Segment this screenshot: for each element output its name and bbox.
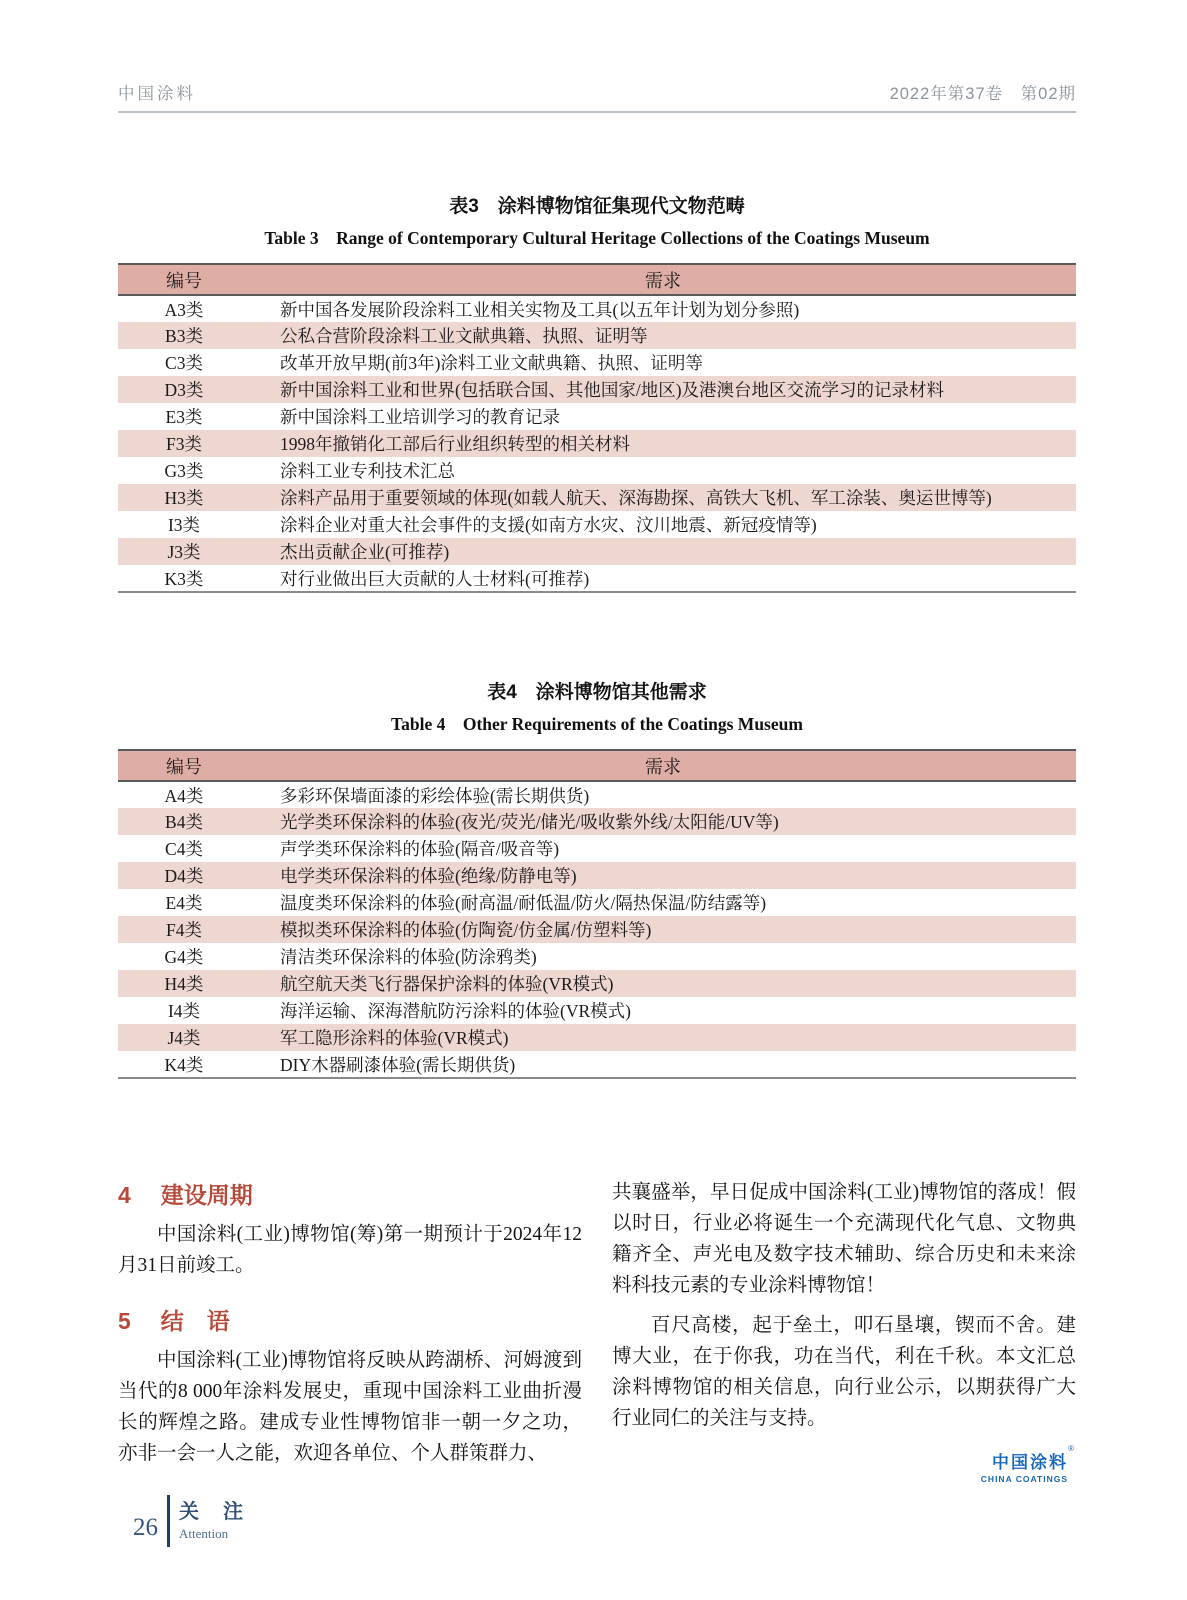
row-code: K4类 [164, 1054, 204, 1075]
row-code: J3类 [167, 542, 201, 562]
logo-zh-text: 中国涂料 ® [992, 1444, 1076, 1472]
row-code: F4类 [166, 920, 202, 940]
row-code: G4类 [164, 947, 204, 967]
table-row [118, 889, 1076, 916]
row-requirement: 涂料工业专利技术汇总 [280, 461, 455, 481]
row-requirement: 电学类环保涂料的体验(绝缘/防静电等) [280, 866, 577, 886]
table4-col-req: 需求 [645, 756, 681, 777]
row-code: J4类 [167, 1028, 201, 1048]
table-row [118, 970, 1076, 997]
row-requirement: 涂料企业对重大社会事件的支援(如南方水灾、汶川地震、新冠疫情等) [280, 515, 817, 535]
row-requirement: DIY木器刷漆体验(需长期供货) [280, 1054, 516, 1075]
row-requirement: 温度类环保涂料的体验(耐高温/耐低温/防火/隔热保温/防结露等) [280, 893, 767, 913]
table4-block [118, 677, 1076, 1079]
row-code: D4类 [164, 866, 204, 886]
table-row [118, 457, 1076, 484]
row-requirement: 航空航天类飞行器保护涂料的体验(VR模式) [280, 974, 614, 994]
china-coatings-logo [612, 1444, 1076, 1484]
row-code: F3类 [166, 434, 202, 454]
row-code: I4类 [167, 1001, 201, 1021]
section5-paragraph-right-2: 百尺高楼，起于垒土，叩石垦壤，锲而不舍。建博大业，在于你我，功在当代，利在千秋。本文汇总涂料博物馆的相关信息，向行业公示，以期获得广大行业同仁的关注与支持。 [612, 1315, 1076, 1429]
row-code: H3类 [164, 488, 204, 508]
table-row [118, 376, 1076, 403]
section4-number: 4 [118, 1182, 131, 1208]
row-code: E3类 [165, 407, 203, 427]
table-row [118, 538, 1076, 565]
table-row [118, 943, 1076, 970]
row-requirement: 改革开放早期(前3年)涂料工业文献典籍、执照、证明等 [280, 353, 703, 373]
table-row [118, 862, 1076, 889]
row-requirement: 声学类环保涂料的体验(隔音/吸音等) [280, 839, 560, 859]
row-requirement: 新中国各发展阶段涂料工业相关实物及工具(以五年计划为划分参照) [280, 299, 800, 320]
table-row [118, 484, 1076, 511]
row-code: A4类 [164, 785, 204, 806]
table-row [118, 997, 1076, 1024]
journal-page [118, 0, 1076, 1600]
row-code: B3类 [165, 326, 203, 346]
row-requirement: 对行业做出巨大贡献的人士材料(可推荐) [280, 568, 590, 589]
table-row [118, 808, 1076, 835]
section5-title: 结 语 [160, 1308, 230, 1334]
table-row [118, 1051, 1076, 1078]
table3-title-en: Table 3 Range of Contemporary Cultural Heritage Collections of the Coatings Museum [264, 228, 930, 248]
row-code: C4类 [165, 839, 203, 859]
logo-en-text: CHINA COATINGS [980, 1474, 1068, 1484]
table3-col-req: 需求 [645, 270, 681, 291]
row-code: E4类 [165, 893, 203, 913]
journal-name: 中国涂料 [118, 85, 196, 103]
section5-number: 5 [118, 1308, 131, 1334]
footer-divider-bar [167, 1495, 170, 1547]
table-row [118, 430, 1076, 457]
table3-body [118, 295, 1076, 592]
table4 [118, 749, 1076, 1079]
table-row [118, 781, 1076, 808]
table3-title-zh: 表3 涂料博物馆征集现代文物范畴 [449, 196, 745, 217]
table-row [118, 322, 1076, 349]
left-column [118, 1177, 582, 1484]
table-row [118, 349, 1076, 376]
row-requirement: 1998年撤销化工部后行业组织转型的相关材料 [280, 434, 630, 454]
table4-body [118, 781, 1076, 1078]
page-number: 26 [133, 1514, 158, 1541]
table-row [118, 403, 1076, 430]
footer-section-zh: 关 注 [179, 1501, 245, 1523]
row-requirement: 涂料产品用于重要领域的体现(如载人航天、深海勘探、高铁大飞机、军工涂装、奥运世博等) [280, 488, 992, 508]
section4-heading [118, 1177, 582, 1210]
row-code: G3类 [164, 461, 204, 481]
row-code: D3类 [164, 380, 204, 400]
body-columns [118, 1177, 1076, 1484]
row-requirement: 杰出贡献企业(可推荐) [280, 542, 450, 562]
running-head [118, 80, 1076, 113]
row-requirement: 海洋运输、深海潜航防污涂料的体验(VR模式) [280, 1001, 631, 1021]
row-requirement: 新中国涂料工业和世界(包括联合国、其他国家/地区)及港澳台地区交流学习的记录材料 [280, 380, 945, 400]
table4-col-code: 编号 [166, 756, 202, 777]
section5-paragraph-left: 中国涂料(工业)博物馆将反映从跨湖桥、河姆渡到当代的8 000年涂料发展史，重现中国涂料工业曲折漫长的辉煌之路。建成专业性博物馆非一朝一夕之功，亦非一会一人之能，欢迎各单位、个人群策群力、 [118, 1350, 582, 1464]
table3-block [118, 191, 1076, 593]
row-requirement: 军工隐形涂料的体验(VR模式) [280, 1028, 509, 1048]
row-requirement: 光学类环保涂料的体验(夜光/荧光/储光/吸收紫外线/太阳能/UV等) [280, 812, 779, 832]
table-row [118, 511, 1076, 538]
right-column [612, 1177, 1076, 1484]
table4-title-en: Table 4 Other Requirements of the Coatings Museum [391, 714, 803, 734]
table3-col-code: 编号 [166, 270, 202, 291]
table-row [118, 835, 1076, 862]
row-requirement: 清洁类环保涂料的体验(防涂鸦类) [280, 947, 537, 967]
row-code: I3类 [167, 515, 201, 535]
table3-header [118, 264, 1076, 295]
row-requirement: 新中国涂料工业培训学习的教育记录 [280, 407, 560, 427]
table3 [118, 263, 1076, 593]
issue-info: 2022年第37卷 第02期 [889, 85, 1076, 103]
footer-section-en: Attention [179, 1526, 229, 1541]
row-requirement: 多彩环保墙面漆的彩绘体验(需长期供货) [280, 785, 590, 806]
table-row [118, 1024, 1076, 1051]
row-requirement: 模拟类环保涂料的体验(仿陶瓷/仿金属/仿塑料等) [280, 920, 652, 940]
section4-paragraph: 中国涂料(工业)博物馆(筹)第一期预计于2024年12月31日前竣工。 [118, 1224, 582, 1276]
row-code: A3类 [164, 299, 204, 320]
table4-title-zh: 表4 涂料博物馆其他需求 [487, 682, 707, 703]
registered-mark: ® [1068, 1444, 1076, 1453]
section5-paragraph-right-1: 共襄盛举，早日促成中国涂料(工业)博物馆的落成！假以时日，行业必将诞生一个充满现代化气息、文物典籍齐全、声光电及数字技术辅助、综合历史和未来涂料科技元素的专业涂料博物馆！ [612, 1182, 1076, 1296]
footer-section [179, 1495, 245, 1547]
table-row [118, 295, 1076, 322]
row-code: C3类 [165, 353, 203, 373]
section5-heading [118, 1303, 582, 1336]
table-row [118, 565, 1076, 592]
table4-header [118, 750, 1076, 781]
row-code: H4类 [164, 974, 204, 994]
table-row [118, 916, 1076, 943]
row-requirement: 公私合营阶段涂料工业文献典籍、执照、证明等 [280, 326, 648, 346]
row-code: K3类 [164, 568, 204, 589]
section4-title: 建设周期 [160, 1182, 253, 1208]
page-footer [133, 1495, 245, 1547]
row-code: B4类 [165, 812, 203, 832]
